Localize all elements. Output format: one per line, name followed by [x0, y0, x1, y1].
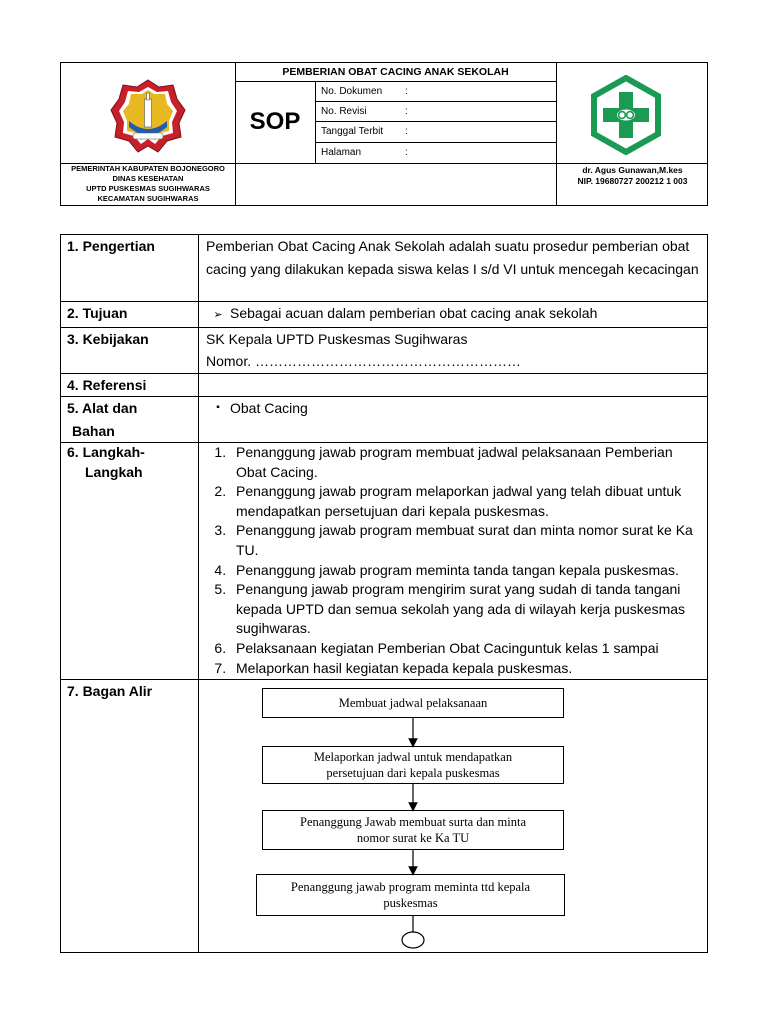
- tujuan-text: Sebagai acuan dalam pemberian obat cacing anak sekolah: [230, 305, 598, 321]
- field-separator: :: [405, 106, 408, 117]
- field-label: No. Revisi: [321, 106, 367, 117]
- field-label: Halaman: [321, 147, 362, 158]
- bojonegoro-regency-logo: [109, 77, 187, 155]
- row-alat-bahan: [61, 397, 708, 443]
- flow-step-line: Melaporkan jadwal untuk mendapatkan: [313, 750, 513, 764]
- flow-step-line: Membuat jadwal pelaksanaan: [338, 696, 488, 710]
- flow-step-box: [262, 746, 564, 784]
- flow-step-box: [256, 874, 565, 916]
- row-pengertian: [61, 235, 708, 302]
- flow-step-line: Penanggung Jawab membuat surta dan minta: [300, 815, 526, 829]
- field-no-revisi: [321, 102, 551, 121]
- kebijakan-content: [199, 327, 708, 373]
- row-label: 2. Tujuan: [61, 302, 199, 328]
- org-line: PEMERINTAH KABUPATEN BOJONEGORO: [71, 164, 225, 173]
- flow-step-line: persetujuan dari kepala puskesmas: [326, 766, 500, 780]
- step-item: 2. Penanggung jawab program melaporkan jadwal yang telah dibuat untuk mendapatkan persetujuan dari kepala puskesmas.: [230, 482, 699, 521]
- sop-label: SOP: [249, 108, 301, 135]
- field-label: No. Dokumen: [321, 86, 383, 97]
- flow-step-line: nomor surat ke Ka TU: [356, 831, 470, 845]
- signer-block: [556, 164, 709, 187]
- step-item: 4. Penanggung jawab program meminta tanda tangan kepala puskesmas.: [230, 561, 699, 581]
- puskesmas-logo: [586, 75, 666, 155]
- row-label: [61, 443, 199, 680]
- step-item: 6. Pelaksanaan kegiatan Pemberian Obat Cacinguntuk kelas 1 sampai: [230, 639, 699, 659]
- field-label: Tanggal Terbit: [321, 126, 384, 137]
- field-no-dokumen: [321, 82, 551, 101]
- alat-text: Obat Cacing: [230, 400, 308, 416]
- sop-title: PEMBERIAN OBAT CACING ANAK SEKOLAH: [282, 66, 509, 78]
- langkah-content: [199, 443, 708, 680]
- flow-step-box: [262, 688, 564, 718]
- organization-block: [61, 164, 235, 204]
- field-separator: :: [405, 147, 408, 158]
- step-item: 3. Penanggung jawab program membuat surat dan minta nomor surat ke Ka TU.: [230, 521, 699, 560]
- row-referensi: [61, 373, 708, 397]
- row-label-line: Langkah: [85, 463, 143, 480]
- step-item: 7. Melaporkan hasil kegiatan kepada kepala puskesmas.: [230, 659, 699, 679]
- row-label-line: 6. Langkah-: [67, 444, 145, 460]
- row-label: 7. Bagan Alir: [61, 680, 199, 953]
- row-label-line: 5. Alat dan: [67, 400, 138, 416]
- field-separator: :: [405, 126, 408, 137]
- flow-step-box: [262, 810, 564, 850]
- signer-name: dr. Agus Gunawan,M.kes: [582, 165, 683, 175]
- field-halaman: [321, 143, 551, 163]
- steps-list: [206, 443, 699, 678]
- flow-step-line: puskesmas: [383, 896, 438, 910]
- row-label: 3. Kebijakan: [61, 327, 199, 373]
- field-separator: :: [405, 86, 408, 97]
- org-line: DINAS KESEHATAN: [112, 174, 184, 183]
- row-tujuan: [61, 302, 708, 328]
- row-kebijakan: [61, 327, 708, 373]
- signer-nip: NIP. 19680727 200212 1 003: [577, 176, 688, 186]
- flow-step-line: Penanggung jawab program meminta ttd kepala: [290, 880, 531, 894]
- row-label-line: Bahan: [72, 422, 115, 439]
- kebijakan-nomor: Nomor. …………………………………………………: [206, 353, 522, 369]
- kebijakan-line: SK Kepala UPTD Puskesmas Sugihwaras: [206, 330, 468, 347]
- row-label: [61, 397, 199, 443]
- org-line: UPTD PUSKESMAS SUGIHWARAS: [86, 184, 210, 193]
- pengertian-text: Pemberian Obat Cacing Anak Sekolah adalah suatu prosedur pemberian obat cacing yang dilakukan kepada siswa kelas I s/d VI untuk mencegah kecacingan: [199, 235, 708, 302]
- row-label: 4. Referensi: [61, 373, 199, 397]
- step-item: 1. Penanggung jawab program membuat jadwal pelaksanaan Pemberian Obat Cacing.: [230, 443, 699, 482]
- referensi-content: [199, 373, 708, 397]
- row-label: 1. Pengertian: [61, 235, 199, 302]
- sop-header: [60, 62, 708, 206]
- field-tanggal-terbit: [321, 122, 551, 142]
- tujuan-content: [199, 302, 708, 328]
- row-langkah: [61, 443, 708, 680]
- org-line: KECAMATAN SUGIHWARAS: [97, 194, 199, 203]
- step-item: 5. Penangung jawab program mengirim surat yang sudah di tanda tangani kepada UPTD dan semua sekolah yang ada di wilayah kerja puskesmas sugihwaras.: [230, 580, 699, 639]
- arrow-bullet-icon: ➢: [213, 309, 223, 321]
- square-bullet-icon: ▪: [216, 402, 220, 413]
- alat-content: [199, 397, 708, 443]
